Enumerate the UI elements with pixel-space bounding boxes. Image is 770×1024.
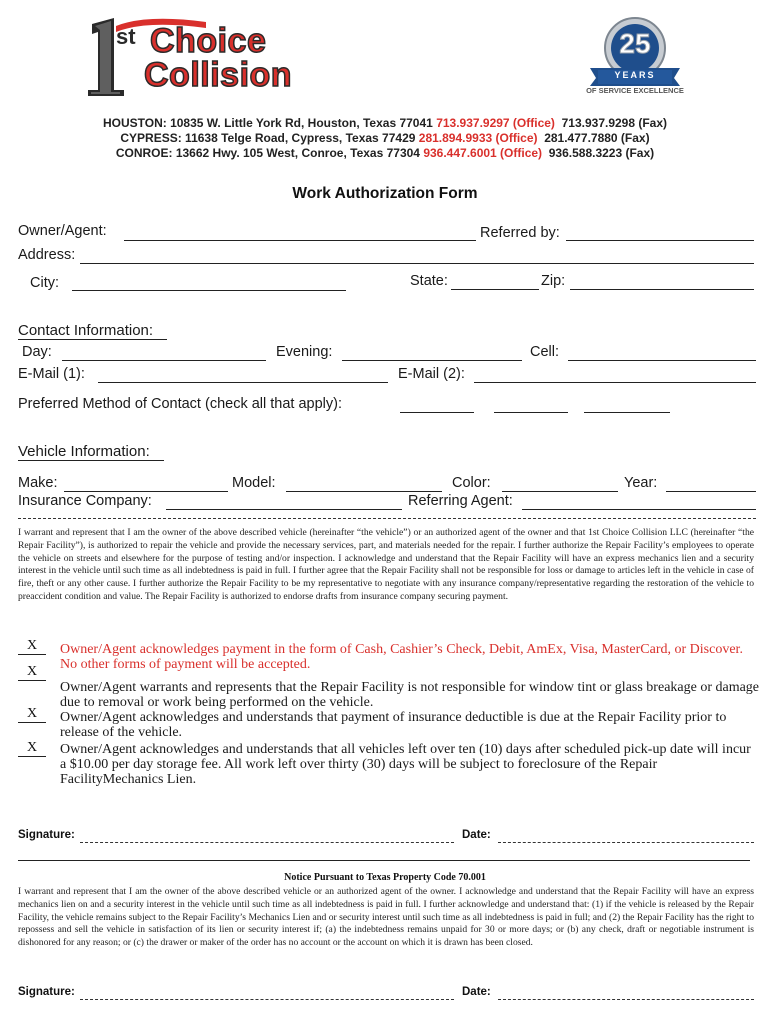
state-field[interactable]	[451, 289, 539, 290]
badge-years: YEARS	[614, 70, 656, 80]
day-phone-field[interactable]	[62, 360, 266, 361]
owner-agent-label: Owner/Agent:	[18, 223, 107, 239]
insurance-label: Insurance Company:	[18, 493, 152, 509]
office-phone: 713.937.9297 (Office)	[436, 116, 555, 130]
referred-by-field[interactable]	[566, 240, 754, 241]
ack-window-tint-initial[interactable]: X	[18, 664, 46, 681]
make-label: Make:	[18, 475, 58, 491]
preferred-contact-option-3[interactable]	[584, 412, 670, 413]
fax-number: 936.588.3223 (Fax)	[548, 146, 655, 160]
year-label: Year:	[624, 475, 658, 491]
model-label: Model:	[232, 475, 276, 491]
notice-title: Notice Pursuant to Texas Property Code 70.001	[284, 872, 486, 883]
ack-storage-fee-initial[interactable]: X	[18, 740, 46, 757]
office-phone: 281.894.9933 (Office)	[418, 131, 538, 145]
evening-phone-field[interactable]	[342, 360, 522, 361]
fax-number: 281.477.7880 (Fax)	[544, 131, 650, 145]
contact-heading: Contact Information:	[18, 322, 154, 339]
zip-label: Zip:	[541, 273, 566, 289]
make-field[interactable]	[64, 491, 228, 492]
anniversary-badge	[570, 12, 700, 96]
city-label: City:	[30, 275, 59, 291]
location-cypress	[0, 131, 770, 145]
referred-by-label: Referred by:	[480, 225, 560, 241]
vehicle-heading: Vehicle Information:	[18, 443, 150, 460]
insurance-field[interactable]	[166, 509, 402, 510]
owner-agent-field[interactable]	[124, 240, 476, 241]
contact-heading-underline	[18, 339, 167, 340]
ack-window-tint-text: Owner/Agent warrants and represents that the Repair Facility is not responsible for window tint or glass breakage or damage due to removal or work being performed on the vehicle.	[60, 680, 760, 710]
evening-label: Evening:	[276, 344, 333, 360]
notice-signature-label: Signature:	[18, 986, 75, 998]
email2-field[interactable]	[474, 382, 756, 383]
location-address: HOUSTON: 10835 W. Little York Rd, Houston, Texas 77041	[102, 116, 433, 130]
day-label: Day:	[22, 344, 52, 360]
city-field[interactable]	[72, 290, 346, 291]
ack-payment-text: Owner/Agent acknowledges payment in the form of Cash, Cashier’s Check, Debit, AmEx, Visa, MasterCard, or Discover. No other forms of payment will be accepted.	[60, 642, 743, 672]
referring-agent-field[interactable]	[522, 509, 756, 510]
vehicle-heading-underline	[18, 460, 164, 461]
company-logo	[86, 16, 326, 98]
email2-label: E-Mail (2):	[398, 366, 465, 382]
fax-number: 713.937.9298 (Fax)	[561, 116, 668, 130]
preferred-contact-label: Preferred Method of Contact (check all that apply):	[18, 396, 342, 412]
warranty-paragraph: I warrant and represent that I am the owner of the above described vehicle (hereinafter “the vehicle”) or an authorized agent of the owner and that 1st Choice Collision LLC (hereinafter “the Repair Facility”), is authorized to repair the vehicle and provide the necessary services, part, and materials needed for the repair. I further authorize the Repair Facility’s employees to operate the vehicle on streets and elsewhere for the purpose of testing and/or inspection. I acknowledge and understand that the Repair Facility will have an express mechanics lien and a security interest in the vehicle until such time as all indebtedness is paid in full. I further agree that the Repair Facility shall not be responsible for loss or damage to articles left in the vehicle in case of fire, theft or any other cause. I further authorize the Repair Facility to be my representative to negotiate with any insurance company/representative regarding the restoration of the vehicle to preaccident condition and value. The Repair Facility is authorized to endorse drafts from insurance company securing payment.	[18, 527, 754, 602]
ack-deductible-text: Owner/Agent acknowledges and understands that payment of insurance deductible is due at the Repair Facility prior to release of the vehicle.	[60, 710, 727, 740]
location-address: CYPRESS: 11638 Telge Road, Cypress, Texas 77429	[120, 131, 416, 145]
notice-paragraph: I warrant and represent that I am the owner of the above described vehicle or an authorized agent of the owner. I acknowledge and understand that the Repair Facility will have an express mechanics lien on and a security interest in the vehicle until such time as all indebtedness is paid in full. I further acknowledge and understand that: (1) if the vehicle is released by the Repair Facility, the vehicle remains subject to the Repair Facility’s Mechanics Lien and or security interest until such time as all indebtedness is paid in full; and (2) the Repair Facility has the right to repossess and sell the vehicle in satisfaction of its lien or security interest if; (a) the indebtedness remains unpaid for 30 or more days; or (b) any check, draft or negotiable instrument is dishonored for any reason; or (c) the drawer or maker of the order has no account or the account on which it is drawn has been closed.	[18, 886, 754, 949]
address-label: Address:	[18, 247, 76, 263]
form-title: Work Authorization Form	[292, 185, 478, 202]
email1-field[interactable]	[98, 382, 388, 383]
date-label: Date:	[462, 829, 491, 841]
cell-label: Cell:	[530, 344, 560, 360]
year-field[interactable]	[666, 491, 756, 492]
date-field[interactable]	[498, 842, 754, 843]
notice-divider	[18, 860, 750, 861]
location-conroe	[0, 146, 770, 160]
notice-signature-field[interactable]	[80, 999, 454, 1000]
logo-line1: Choice	[150, 22, 267, 60]
location-houston	[0, 116, 770, 130]
color-field[interactable]	[502, 491, 618, 492]
color-label: Color:	[452, 475, 491, 491]
model-field[interactable]	[286, 491, 442, 492]
referring-agent-label: Referring Agent:	[408, 493, 513, 509]
cell-phone-field[interactable]	[568, 360, 756, 361]
location-address: CONROE: 13662 Hwy. 105 West, Conroe, Texas 77304	[115, 146, 420, 160]
zip-field[interactable]	[570, 289, 754, 290]
section-divider	[18, 518, 756, 519]
logo-suffix: st	[116, 24, 136, 49]
email1-label: E-Mail (1):	[18, 366, 85, 382]
logo-line2: Collision	[144, 56, 293, 94]
badge-tagline: OF SERVICE EXCELLENCE	[586, 86, 684, 95]
signature-field[interactable]	[80, 842, 454, 843]
office-phone: 936.447.6001 (Office)	[423, 146, 543, 160]
ack-deductible-initial[interactable]: X	[18, 706, 46, 723]
badge-number: 25	[619, 28, 651, 59]
notice-date-label: Date:	[462, 986, 491, 998]
signature-label: Signature:	[18, 829, 75, 841]
ack-storage-fee-text: Owner/Agent acknowledges and understands that all vehicles left over ten (10) days after scheduled pick-up date will incur a $10.00 per day storage fee. All work left over thirty (30) days will be subject to foreclosure of the Repair FacilityMechanics Lien.	[60, 742, 751, 787]
notice-date-field[interactable]	[498, 999, 754, 1000]
preferred-contact-option-1[interactable]	[400, 412, 474, 413]
ack-payment-initial[interactable]: X	[18, 638, 46, 655]
preferred-contact-option-2[interactable]	[494, 412, 568, 413]
state-label: State:	[410, 273, 448, 289]
address-field[interactable]	[80, 263, 754, 264]
